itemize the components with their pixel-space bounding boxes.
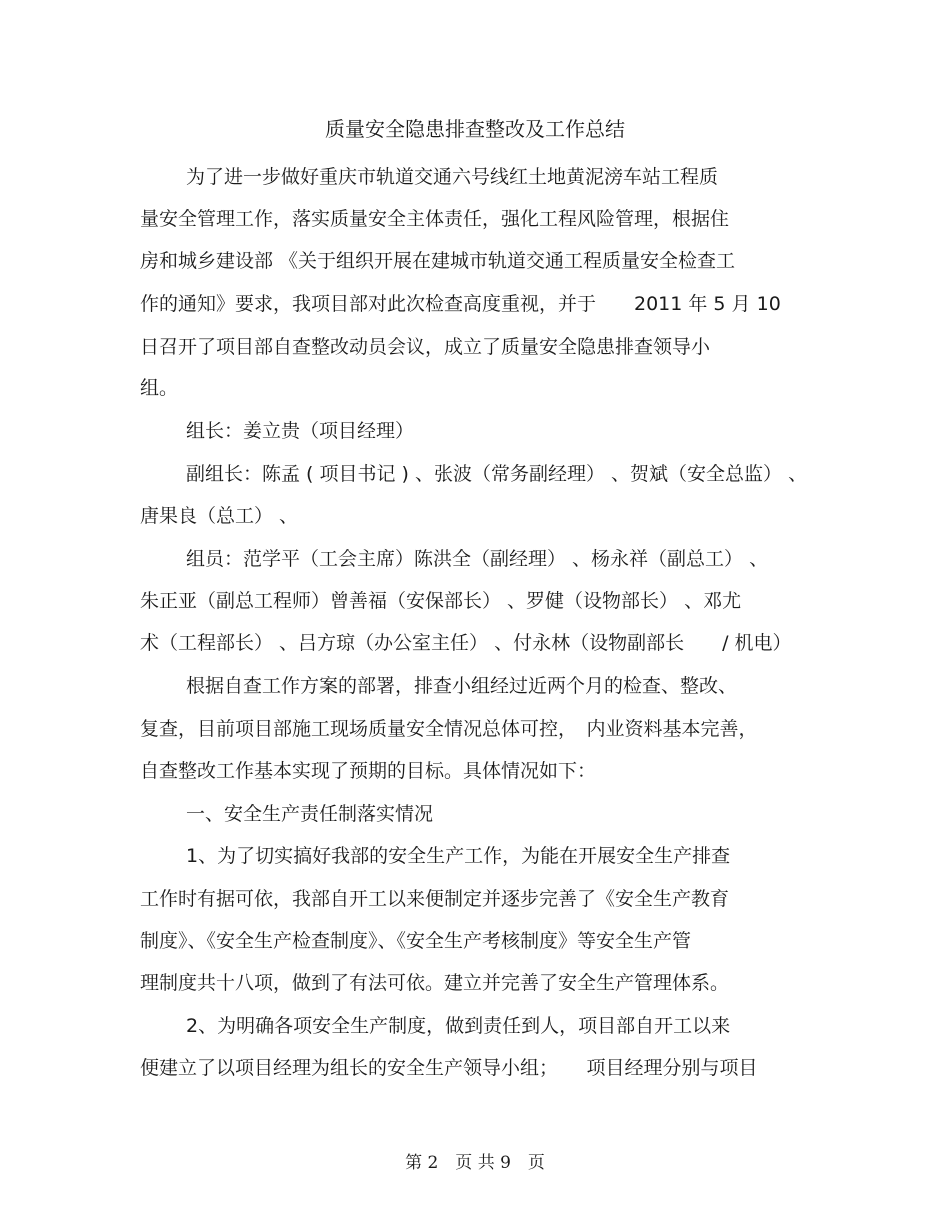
paragraph-line: 理制度共十八项，做到了有法可依。建立并完善了安全生产管理体系。 [140,972,730,994]
page-footer: 第 2 页 共 9 页 [405,1153,545,1173]
paragraph-line: 组员：范学平（工会主席）陈洪全（副经理） 、杨永祥（副总工） 、 [186,548,769,570]
paragraph-line: 房和城乡建设部 《关于组织开展在建城市轨道交通工程质量安全检查工 [140,250,736,272]
paragraph-line: 根据自查工作方案的部署，排查小组经过近两个月的检查、整改、 [186,675,738,697]
paragraph-line: 1、为了切实搞好我部的安全生产工作，为能在开展安全生产排查 [186,845,731,867]
paragraph-line: 唐果良（总工） 、 [140,505,299,527]
paragraph-line: 制度》、《安全生产检查制度》、《安全生产考核制度》等安全生产管 [140,930,692,952]
paragraph-line: 组。 [140,377,179,399]
paragraph-line: 作的通知》要求，我项目部对此次检查高度重视，并于 2011 年 5 月 10 [140,293,781,315]
paragraph-line: 便建立了以项目经理为组长的安全生产领导小组； 项目经理分别与项目 [140,1057,758,1079]
paragraph-line: 2、为明确各项安全生产制度，做到责任到人，项目部自开工以来 [186,1015,731,1037]
paragraph-line: 术（工程部长） 、吕方琼（办公室主任） 、付永林（设物副部长 / 机电） [140,632,792,654]
paragraph-line: 工作时有据可依，我部自开工以来便制定并逐步完善了《安全生产教育 [140,888,730,910]
paragraph-line: 自查整改工作基本实现了预期的目标。具体情况如下： [140,760,597,782]
paragraph-line: 为了进一步做好重庆市轨道交通六号线红土地黄泥滂车站工程质 [186,166,719,188]
document-title: 质量安全隐患排查整改及工作总结 [325,117,625,141]
paragraph-line: 组长：姜立贵（项目经理） [186,420,415,442]
paragraph-line: 日召开了项目部自查整改动员会议，成立了质量安全隐患排查领导小 [140,336,711,358]
paragraph-line: 朱正亚（副总工程师）曾善福（安保部长） 、罗健（设物部长） 、邓尤 [140,590,742,612]
section-heading: 一、安全生产责任制落实情况 [186,803,434,825]
paragraph-line: 量安全管理工作，落实质量安全主体责任，强化工程风险管理，根据住 [140,208,730,230]
paragraph-line: 副组长：陈孟 ( 项目书记 ) 、张波（常务副经理） 、贺斌（安全总监） 、 [186,463,808,485]
paragraph-line: 复查，目前项目部施工现场质量安全情况总体可控， 内业资料基本完善， [140,718,758,740]
